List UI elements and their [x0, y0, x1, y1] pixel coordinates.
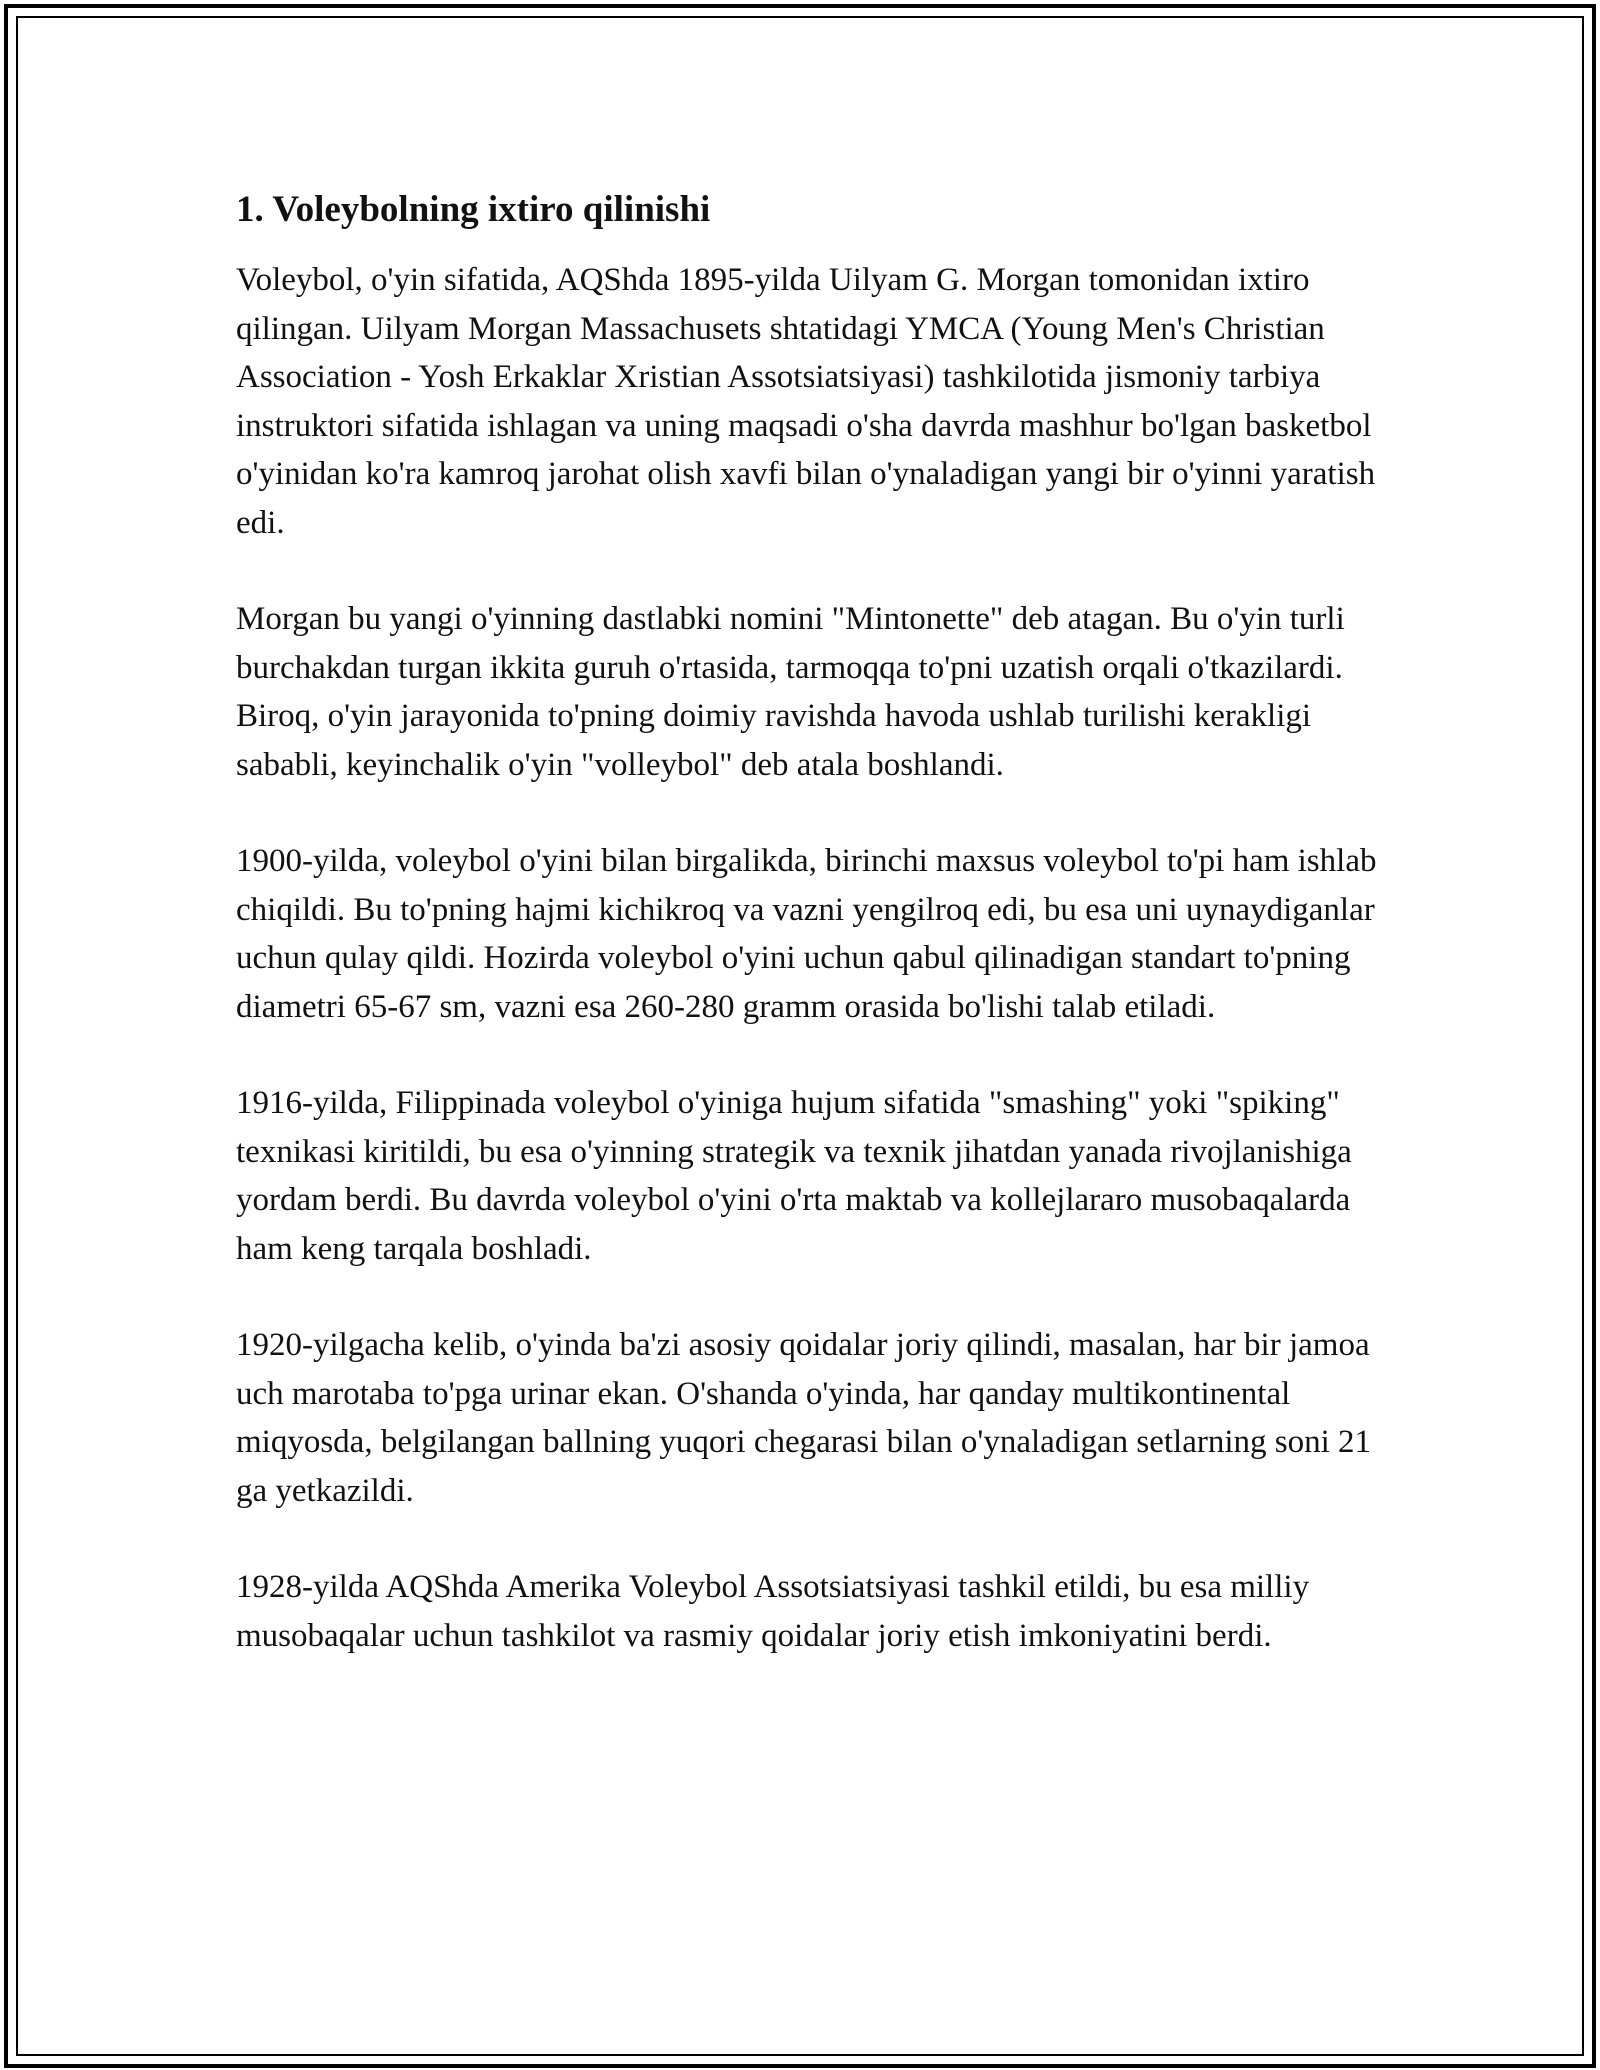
paragraph-mintonette: Morgan bu yangi o'yinning dastlabki nomini "Mintonette" deb atagan. Bu o'yin turli burchakdan turgan ikkita guruh o'rtasida, tarmoqqa to'pni uzatish orqali o'tkazilardi. Biroq, o'yin jarayonida to'pning doimiy ravishda havoda ushlab turilishi kerakligi sababli, keyinchalik o'yin "volleybol" deb atala boshlandi. — [236, 601, 1345, 783]
paragraph-rules: 1920-yilgacha kelib, o'yinda ba'zi asosiy qoidalar joriy qilindi, masalan, har bir jamoa uch marotaba to'pga urinar ekan. O'shanda o'yinda, har qanday multikontinental miqyosda, belgilangan ballning yuqori chegarasi bilan o'ynaladigan setlarning soni 21 ga yetkazildi. — [236, 1327, 1372, 1509]
paragraph-spiking: 1916-yilda, Filippinada voleybol o'yiniga hujum sifatida "smashing" yoki "spiking" texnikasi kiritildi, bu esa o'yinning strategik va texnik jihatdan yanada rivojlanishiga yordam berdi. Bu davrda voleybol o'yini o'rta maktab va kollejlararo musobaqalarda ham keng tarqala boshladi. — [236, 1085, 1352, 1267]
section-heading: 1. Voleybolning ixtiro qilinishi — [236, 189, 711, 230]
paragraph-first-ball: 1900-yilda, voleybol o'yini bilan birgalikda, birinchi maxsus voleybol to'pi ham ishlab chiqildi. Bu to'pning hajmi kichikroq va vazni yengilroq edi, bu esa uni uynaydiganlar uchun qulay qildi. Hozirda voleybol o'yini uchun qabul qilinadigan standart to'pning diametri 65-67 sm, vazni esa 260-280 gramm orasida bo'lishi talab etiladi. — [236, 843, 1377, 1025]
paragraph-association: 1928-yilda AQShda Amerika Voleybol Assotsiatsiyasi tashkil etildi, bu esa milliy musobaqalar uchun tashkilot va rasmiy qoidalar joriy etish imkoniyatini berdi. — [236, 1569, 1310, 1654]
document-body — [236, 186, 1386, 1708]
paragraph-invention: Voleybol, o'yin sifatida, AQShda 1895-yilda Uilyam G. Morgan tomonidan ixtiro qilingan. Uilyam Morgan Massachusets shtatidagi YMCA (Young Men's Christian Association - Yosh Erkaklar Xristian Assotsiatsiyasi) tashkilotida jismoniy tarbiya instruktori sifatida ishlagan va uning maqsadi o'sha davrda mashhur bo'lgan basketbol o'yinidan ko'ra kamroq jarohat olish xavfi bilan o'ynaladigan yangi bir o'yinni yaratish edi. — [236, 262, 1376, 541]
